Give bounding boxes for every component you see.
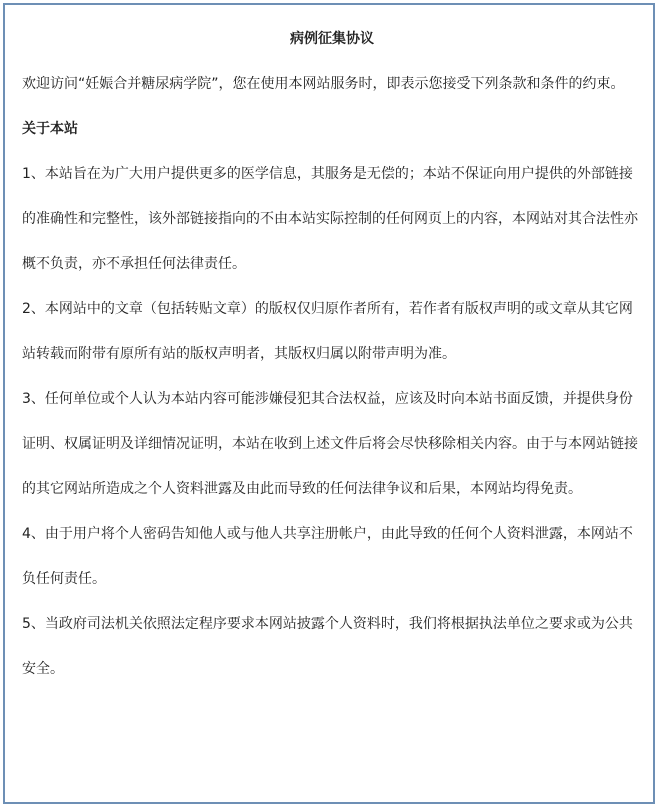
- clause-paragraph-4: 4、由于用户将个人密码告知他人或与他人共享注册帐户，由此导致的任何个人资料泄露，本网站不负任何责任。: [22, 526, 633, 587]
- clause-paragraph-2: 2、本网站中的文章（包括转贴文章）的版权仅归原作者所有，若作者有版权声明的或文章从其它网站转载而附带有原所有站的版权声明者，其版权归属以附带声明为准。: [22, 301, 633, 362]
- clause-paragraph-3: 3、任何单位或个人认为本站内容可能涉嫌侵犯其合法权益，应该及时向本站书面反馈，并提供身份证明、权属证明及详细情况证明，本站在收到上述文件后将会尽快移除相关内容。由于与本网站链接的其它网站所造成之个人资料泄露及由此而导致的任何法律争议和后果，本网站均得免责。: [22, 391, 638, 497]
- clause-paragraph-5: 5、当政府司法机关依照法定程序要求本网站披露个人资料时，我们将根据执法单位之要求或为公共安全。: [22, 616, 633, 677]
- page-title: 病例征集协议: [290, 31, 374, 47]
- clause-paragraph-1: 1、本站旨在为广大用户提供更多的医学信息，其服务是无偿的；本站不保证向用户提供的外部链接的准确性和完整性，该外部链接指向的不由本站实际控制的任何网页上的内容，本网站对其合法性亦概不负责，亦不承担任何法律责任。: [22, 166, 638, 272]
- agreement-frame: [3, 3, 655, 804]
- intro-paragraph: 欢迎访问“妊娠合并糖尿病学院”，您在使用本网站服务时，即表示您接受下列条款和条件的约束。: [22, 76, 625, 92]
- agreement-content: [22, 30, 642, 692]
- section-heading: 关于本站: [22, 121, 78, 137]
